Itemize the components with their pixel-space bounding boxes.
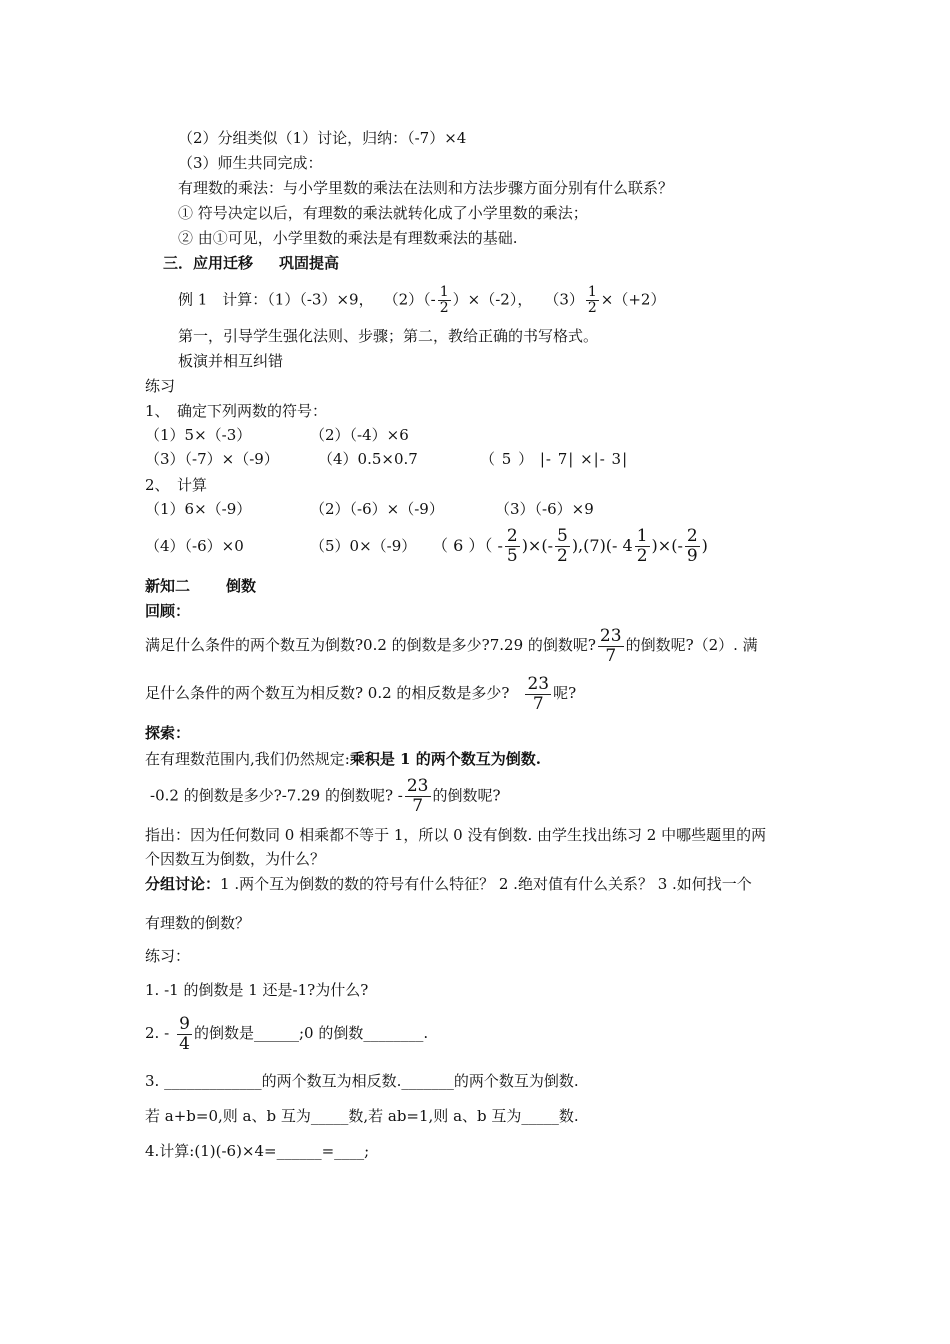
fraction bbox=[586, 285, 599, 316]
denominator: 5 bbox=[506, 546, 518, 566]
definition-bold: 乘积是 1 的两个数互为倒数. bbox=[349, 750, 541, 768]
expr-part: （ 6 ）（ - bbox=[432, 536, 503, 555]
denominator: 7 bbox=[412, 796, 424, 816]
example-1 bbox=[178, 285, 665, 316]
question: 若 a+b=0,则 a、b 互为_____数,若 ab=1,则 a、b 互为_____数. bbox=[145, 1107, 579, 1125]
example-part: ×（+2） bbox=[600, 290, 666, 309]
question-item: （4）0.5×0.7 bbox=[318, 450, 418, 468]
expr-part: )×(- bbox=[521, 536, 553, 555]
numerator: 23 bbox=[527, 673, 550, 694]
text-line bbox=[145, 626, 758, 666]
denominator: 7 bbox=[605, 645, 617, 666]
fraction bbox=[438, 285, 451, 316]
text-line bbox=[150, 777, 501, 816]
question-item: （1）6×（-9） bbox=[145, 500, 252, 518]
example-lead: 例 1 计算：（1）（-3）×9， bbox=[178, 290, 374, 309]
label-bold: 分组讨论： bbox=[145, 875, 221, 893]
question-item: （3）（-7）×（-9） bbox=[145, 450, 279, 468]
text-line: 第一，引导学生强化法则、步骤；第二，教给正确的书写格式。 bbox=[178, 327, 599, 345]
fraction bbox=[177, 1015, 192, 1054]
fraction bbox=[555, 527, 570, 566]
text-part: 满足什么条件的两个数互为倒数?0.2 的倒数是多少?7.29 的倒数呢? bbox=[145, 636, 596, 654]
text-part: 在有理数范围内,我们仍然规定: bbox=[145, 750, 350, 768]
numerator: 23 bbox=[406, 776, 429, 796]
numerator: 5 bbox=[556, 526, 568, 546]
denominator: 9 bbox=[686, 546, 698, 566]
expr-part: )×(- bbox=[651, 536, 683, 555]
text-part: 的倒数是______;0 的倒数________. bbox=[193, 1024, 429, 1042]
section-title: 三．应用迁移 bbox=[163, 254, 254, 272]
text-line: 个因数互为倒数，为什么？ bbox=[145, 850, 326, 868]
text-part: 足什么条件的两个数互为相反数? 0.2 的相反数是多少? bbox=[145, 684, 510, 702]
question-item: （1）5×（-3） bbox=[145, 426, 252, 444]
example-part: （3） bbox=[544, 290, 584, 309]
example-part: ）×（-2）， bbox=[452, 290, 533, 309]
fraction bbox=[598, 627, 624, 666]
text-part: 的倒数呢?（2）. 满 bbox=[625, 636, 758, 654]
text-part: -0.2 的倒数是多少?-7.29 的倒数呢? - bbox=[150, 786, 403, 805]
text-line bbox=[145, 674, 576, 714]
text-line: ① 符号决定以后，有理数的乘法就转化成了小学里数的乘法； bbox=[178, 204, 588, 222]
text-line: 板演并相互纠错 bbox=[178, 352, 284, 370]
text-line: 有理数的乘法：与小学里数的乘法在法则和方法步骤方面分别有什么联系？ bbox=[178, 179, 674, 197]
numerator: 1 bbox=[587, 284, 597, 300]
text-line: ② 由①可见，小学里数的乘法是有理数乘法的基础. bbox=[178, 229, 518, 247]
expr-part: ) bbox=[701, 536, 708, 555]
practice-title: 练习： bbox=[145, 947, 191, 965]
denominator: 7 bbox=[532, 693, 544, 714]
numerator: 9 bbox=[179, 1013, 190, 1034]
denominator: 2 bbox=[556, 546, 568, 566]
expr-part: ),(7)(- 4 bbox=[571, 536, 633, 555]
text-line: （3）师生共同完成： bbox=[178, 154, 323, 172]
fraction bbox=[405, 777, 431, 816]
fraction bbox=[685, 527, 700, 566]
numerator: 1 bbox=[439, 284, 449, 300]
question: 2、 计算 bbox=[145, 476, 208, 494]
fraction bbox=[525, 675, 551, 714]
question-item: （3）（-6）×9 bbox=[495, 500, 594, 518]
text-part: 的倒数呢? bbox=[432, 786, 501, 805]
numerator: 2 bbox=[506, 526, 518, 546]
question bbox=[145, 1013, 428, 1054]
question-item: （5）0×（-9） bbox=[310, 537, 417, 555]
question-item: （2）（-6）×（-9） bbox=[310, 500, 444, 518]
text-part: 1 .两个互为倒数的数的符号有什么特征？ 2 .绝对值有什么关系？ 3 .如何找一个 bbox=[220, 875, 752, 893]
text-line bbox=[145, 874, 752, 894]
section-subtitle: 巩固提高 bbox=[279, 254, 340, 272]
fraction bbox=[635, 527, 650, 566]
question: 1、 确定下列两数的符号： bbox=[145, 402, 328, 420]
fraction bbox=[505, 527, 520, 566]
question-item-fractions bbox=[432, 525, 708, 567]
section-heading bbox=[145, 576, 256, 596]
subheading: 探索： bbox=[145, 724, 191, 742]
text-line: 指出：因为任何数同 0 相乘都不等于 1，所以 0 没有倒数. 由学生找出练习 2 中哪些题里的两 bbox=[145, 826, 767, 844]
question: 4.计算:(1)(-6)×4=______=____; bbox=[145, 1142, 370, 1160]
text-line bbox=[145, 749, 541, 769]
numerator: 1 bbox=[636, 526, 648, 546]
denominator: 4 bbox=[179, 1033, 190, 1054]
question: 3. _____________的两个数互为相反数._______的两个数互为倒数. bbox=[145, 1072, 579, 1090]
question-item: （ 5 ） |- 7| ×|- 3| bbox=[480, 450, 629, 468]
section-title: 新知二 bbox=[145, 577, 191, 595]
question: 1. -1 的倒数是 1 还是-1?为什么? bbox=[145, 981, 369, 999]
subheading: 回顾： bbox=[145, 602, 191, 620]
question-item: （4）（-6）×0 bbox=[145, 537, 244, 555]
denominator: 2 bbox=[439, 300, 449, 316]
numerator: 2 bbox=[686, 526, 698, 546]
text-line: （2）分组类似（1）讨论，归纳：（-7）×4 bbox=[178, 129, 467, 147]
numerator: 23 bbox=[599, 625, 622, 646]
example-part: （2）（- bbox=[383, 290, 436, 309]
question-item: （2）（-4）×6 bbox=[310, 426, 409, 444]
section-heading bbox=[163, 253, 339, 273]
denominator: 2 bbox=[636, 546, 648, 566]
text-part: 呢? bbox=[553, 684, 577, 702]
text-part: 2. - bbox=[145, 1024, 170, 1042]
denominator: 2 bbox=[587, 300, 597, 316]
text-line: 有理数的倒数？ bbox=[145, 914, 251, 932]
section-subtitle: 倒数 bbox=[226, 577, 257, 595]
practice-title: 练习 bbox=[145, 377, 176, 395]
